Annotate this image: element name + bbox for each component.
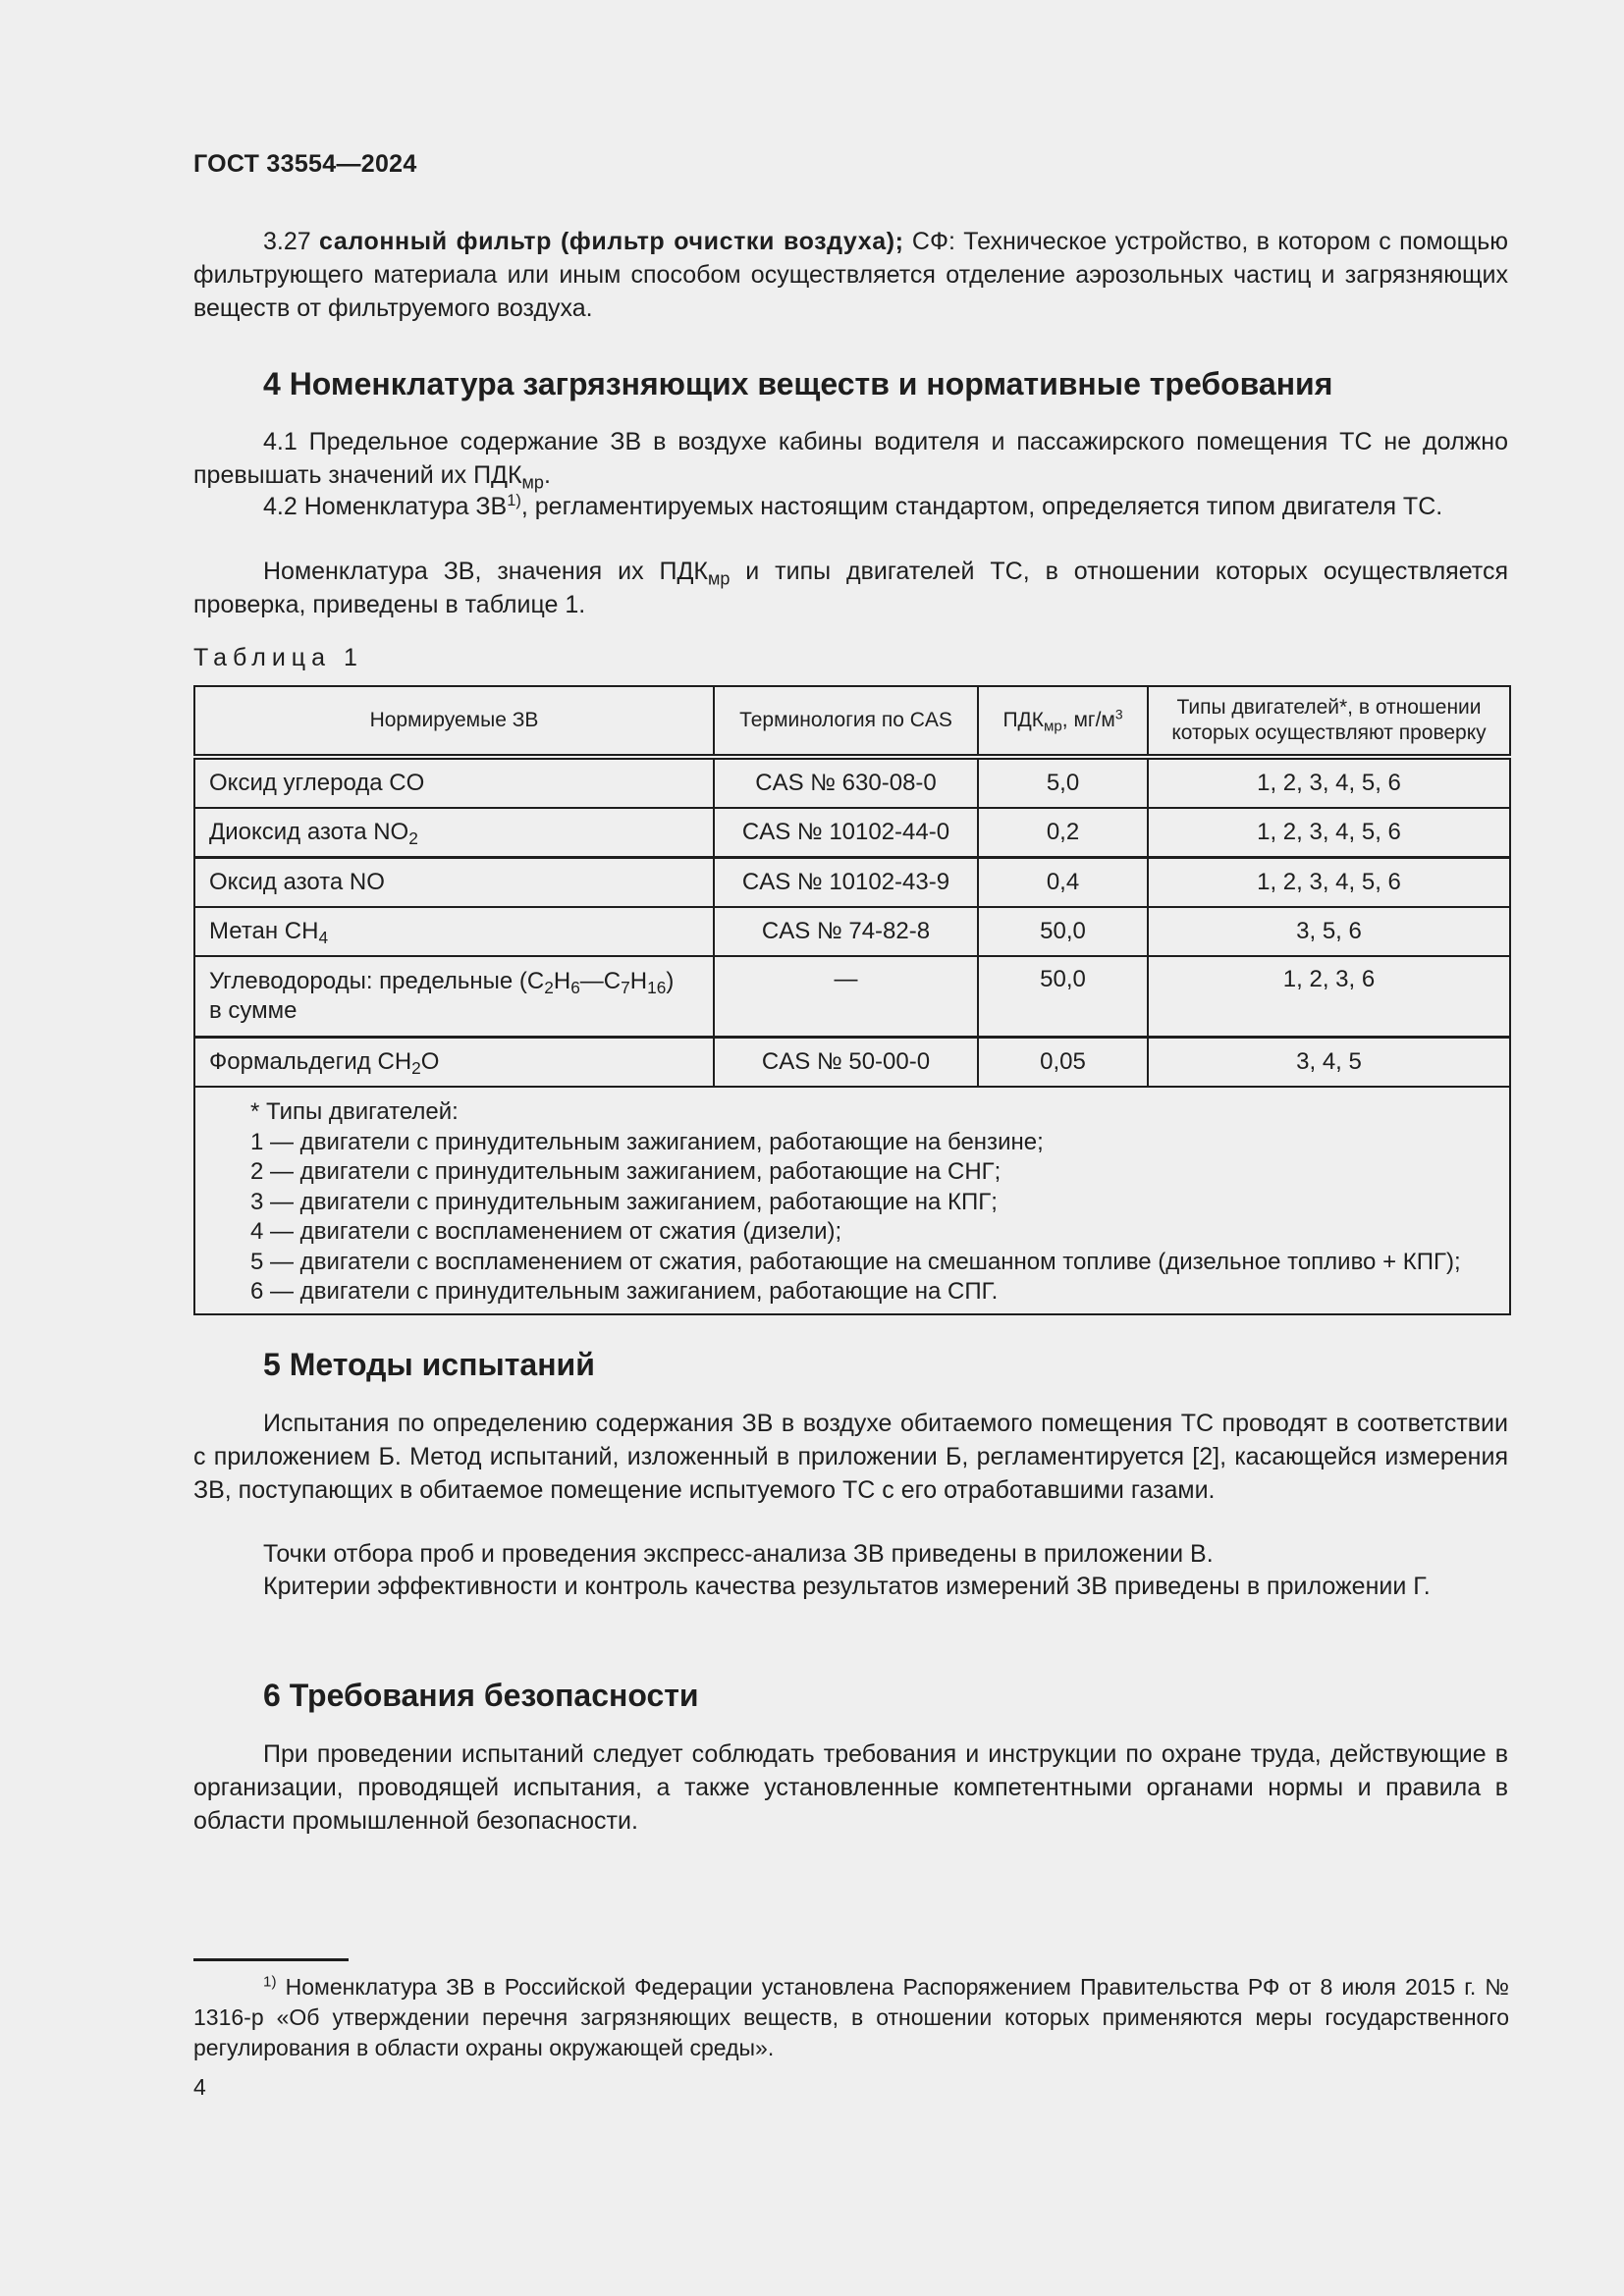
clause-4-2 (193, 490, 1508, 523)
subscript: 16 (647, 978, 667, 998)
formula-part: H (553, 968, 571, 994)
section-5-para-3 (193, 1570, 1508, 1603)
subscript: 6 (570, 978, 580, 998)
header-pdk (978, 686, 1148, 757)
note-line: 3 — двигатели с принудительным зажиганием, работающие на КПГ; (250, 1188, 998, 1215)
table-row (194, 1038, 1510, 1088)
para-text-b: и типы двигателей ТС, в отношении которых осуществляется проверка, приведены в таблице 1. (193, 558, 1508, 618)
cell-pdk: 0,4 (978, 858, 1148, 908)
para-text: Испытания по определению содержания ЗВ в воздухе обитаемого помещения ТС проводят в соответствии с приложением Б. Метод испытаний, изложенный в приложении Б, регламентируется [2], касающейся измерения ЗВ, поступающих в обитаемое помещение испытуемого ТС с его отработавшими газами. (193, 1410, 1508, 1504)
note-line: * Типы двигателей: (250, 1098, 459, 1125)
subscript: 2 (408, 828, 418, 849)
section-5-para-2 (193, 1537, 1508, 1571)
subscript: 7 (621, 978, 630, 998)
subscript: 2 (411, 1058, 421, 1079)
cell-pollutant (194, 956, 714, 1038)
subscript: 2 (544, 978, 554, 998)
section-5-heading: 5 Методы испытаний (263, 1347, 595, 1382)
pollutant-name-line2: в сумме (209, 997, 298, 1024)
table-header-row (194, 686, 1510, 757)
cell-pollutant (194, 1038, 714, 1088)
cell-pollutant (194, 808, 714, 858)
subscript: мр (707, 568, 731, 589)
footnote (193, 1972, 1509, 2063)
cell-pdk: 50,0 (978, 956, 1148, 1038)
formula-part: ) (666, 968, 675, 994)
note-line: 6 — двигатели с принудительным зажиганием, работающие на СПГ. (250, 1278, 999, 1305)
header-pollutant: Нормируемые ЗВ (194, 686, 714, 757)
cell-pollutant (194, 757, 714, 808)
note-line: 2 — двигатели с принудительным зажиганием, работающие на СНГ; (250, 1158, 1001, 1185)
para-text: При проведении испытаний следует соблюдать требования и инструкции по охране труда, действующие в организации, проводящей испытания, а также установленные компетентными органами нормы и правила в области промышленной безопасности. (193, 1740, 1508, 1835)
cell-cas: CAS № 50-00-0 (714, 1038, 978, 1088)
header-pdk-label: ПДК (1002, 709, 1044, 731)
cell-engine-types: 3, 4, 5 (1148, 1038, 1510, 1088)
section-6-para-1 (193, 1737, 1508, 1838)
superscript: 3 (1114, 706, 1123, 722)
pollutants-table (193, 685, 1511, 1315)
cell-cas: CAS № 74-82-8 (714, 907, 978, 956)
footnote-ref: 1) (507, 491, 521, 509)
definition-text: СФ: Техническое устройство, в котором с помощью фильтрующего материала или иным способом осуществляется отделение аэрозольных частиц и загрязняющих веществ от фильтруемого воздуха. (193, 228, 1508, 322)
table-row (194, 757, 1510, 808)
clause-4-2-text-b: , регламентируемых настоящим стандартом, определяется типом двигателя ТС. (520, 493, 1443, 520)
pollutant-name: Оксид азота NO (209, 869, 385, 895)
formula-part: O (420, 1048, 440, 1075)
cell-cas: CAS № 630-08-0 (714, 757, 978, 808)
footnote-separator (193, 1958, 349, 1961)
pollutant-name: Формальдегид CH (209, 1048, 412, 1075)
table-row (194, 808, 1510, 858)
header-pdk-unit: , мг/м (1061, 709, 1115, 731)
clause-4-1-end: . (543, 461, 551, 489)
header-engine-types: Типы двигателей*, в отношении которых осуществляют проверку (1148, 686, 1510, 757)
pollutant-name: Метан CH (209, 918, 319, 944)
cell-engine-types: 1, 2, 3, 4, 5, 6 (1148, 808, 1510, 858)
page-number: 4 (193, 2074, 206, 2100)
clause-4-2-para-2 (193, 555, 1508, 621)
cell-pollutant (194, 858, 714, 908)
table-row (194, 956, 1510, 1038)
clause-4-1 (193, 425, 1508, 492)
cell-pdk: 0,05 (978, 1038, 1148, 1088)
subscript: мр (521, 472, 544, 493)
cell-cas: — (714, 956, 978, 1038)
para-text: Точки отбора проб и проведения экспресс-анализа ЗВ приведены в приложении В. (263, 1540, 1214, 1568)
note-line: 5 — двигатели с воспламенением от сжатия, работающие на смешанном топливе (дизельное топливо + КПГ); (250, 1248, 1461, 1275)
document-id-header: ГОСТ 33554—2024 (193, 150, 417, 178)
subscript: 4 (318, 928, 329, 948)
pollutant-name: Углеводороды: предельные (C (209, 968, 545, 994)
section-6-heading: 6 Требования безопасности (263, 1678, 699, 1713)
note-line: 4 — двигатели с воспламенением от сжатия (дизели); (250, 1218, 842, 1245)
table-notes (194, 1087, 1510, 1314)
clause-4-2-text-a: 4.2 Номенклатура ЗВ (263, 493, 508, 520)
table-notes-row (194, 1087, 1510, 1314)
cell-pdk: 0,2 (978, 808, 1148, 858)
section-4-heading: 4 Номенклатура загрязняющих веществ и нормативные требования (263, 366, 1333, 401)
footnote-text: Номенклатура ЗВ в Российской Федерации установлена Распоряжением Правительства РФ от 8 июля 2015 г. № 1316-р «Об утверждении перечня загрязняющих веществ, в отношении которых применяются меры государственного регулирования в области охраны окружающей среды». (193, 1974, 1509, 2060)
formula-part: —C (579, 968, 622, 994)
note-line: 1 — двигатели с принудительным зажиганием, работающие на бензине; (250, 1128, 1044, 1155)
formula-part: H (629, 968, 648, 994)
cell-engine-types: 1, 2, 3, 4, 5, 6 (1148, 858, 1510, 908)
table-row (194, 907, 1510, 956)
section-5-para-1 (193, 1407, 1508, 1507)
cell-engine-types: 1, 2, 3, 6 (1148, 956, 1510, 1038)
clause-4-1-text: 4.1 Предельное содержание ЗВ в воздухе кабины водителя и пассажирского помещения ТС не должно превышать значений их ПДК (193, 428, 1508, 489)
cell-pdk: 50,0 (978, 907, 1148, 956)
para-text-a: Номенклатура ЗВ, значения их ПДК (263, 558, 708, 585)
definition-3-27 (193, 225, 1508, 325)
table-row (194, 858, 1510, 908)
cell-cas: CAS № 10102-43-9 (714, 858, 978, 908)
cell-engine-types: 3, 5, 6 (1148, 907, 1510, 956)
header-cas: Терминология по CAS (714, 686, 978, 757)
footnote-mark: 1) (263, 1973, 277, 1991)
pollutant-name: Оксид углерода CO (209, 770, 425, 796)
cell-engine-types: 1, 2, 3, 4, 5, 6 (1148, 757, 1510, 808)
defined-term: салонный фильтр (фильтр очистки воздуха); (319, 228, 904, 255)
cell-cas: CAS № 10102-44-0 (714, 808, 978, 858)
cell-pollutant (194, 907, 714, 956)
table-caption: Таблица 1 (193, 644, 363, 671)
pollutant-name: Диоксид азота NO (209, 819, 409, 845)
cell-pdk: 5,0 (978, 757, 1148, 808)
para-text: Критерии эффективности и контроль качества результатов измерений ЗВ приведены в приложении Г. (263, 1573, 1431, 1600)
clause-number: 3.27 (263, 228, 311, 255)
subscript: мр (1044, 718, 1062, 735)
